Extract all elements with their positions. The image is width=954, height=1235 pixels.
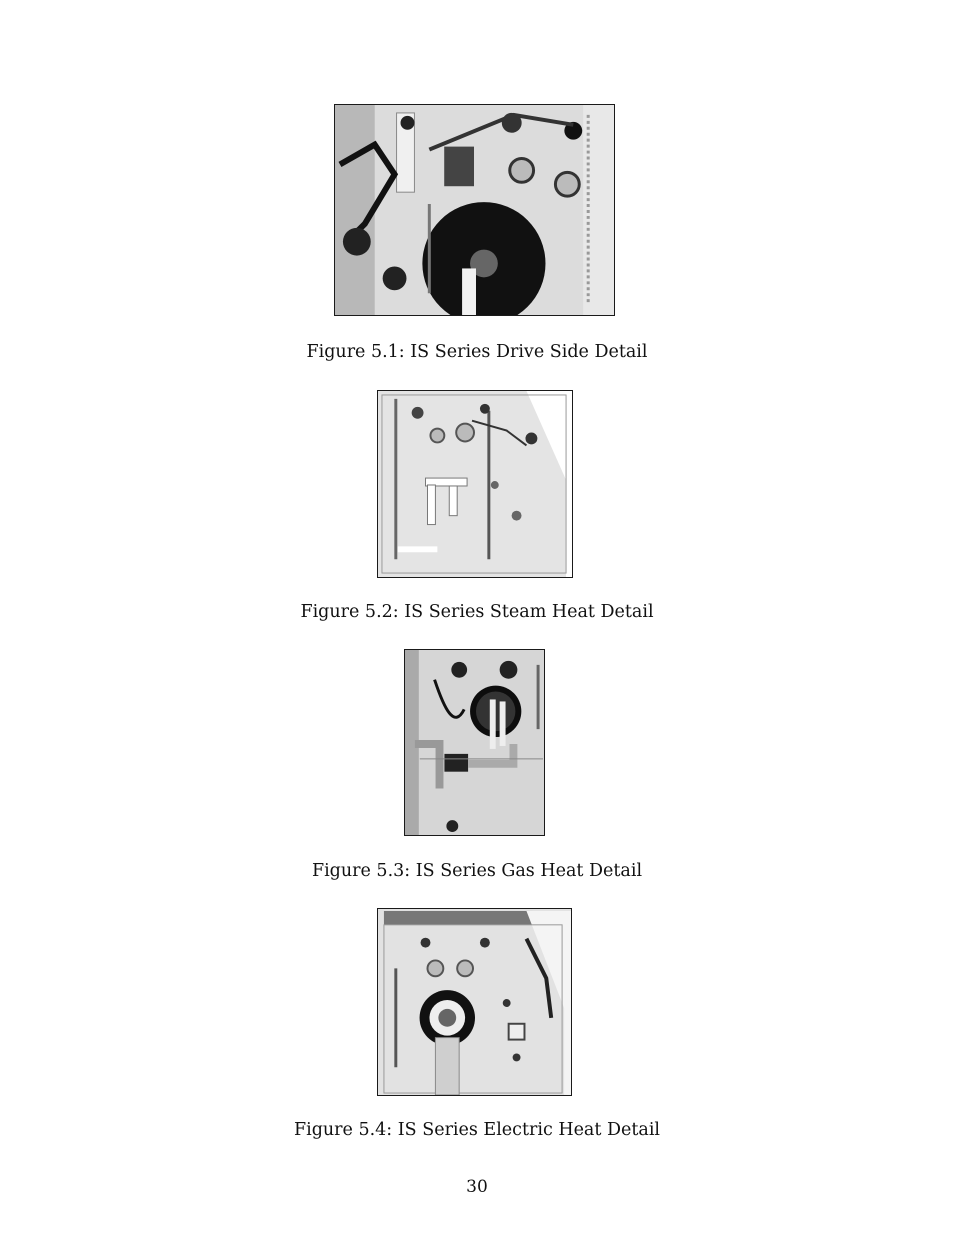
figure-caption: Figure 5.1: IS Series Drive Side Detail xyxy=(306,342,648,362)
figure-photo-drive-side xyxy=(334,104,615,316)
figure-caption: Figure 5.3: IS Series Gas Heat Detail xyxy=(311,861,643,881)
figure-caption: Figure 5.2: IS Series Steam Heat Detail xyxy=(300,602,654,622)
page-number: 30 xyxy=(466,1177,488,1197)
figure-photo-electric-heat xyxy=(377,908,572,1096)
figure-photo-steam-heat xyxy=(377,390,573,578)
figure-caption: Figure 5.4: IS Series Electric Heat Detail xyxy=(293,1120,661,1140)
figure-photo-gas-heat xyxy=(404,649,545,836)
